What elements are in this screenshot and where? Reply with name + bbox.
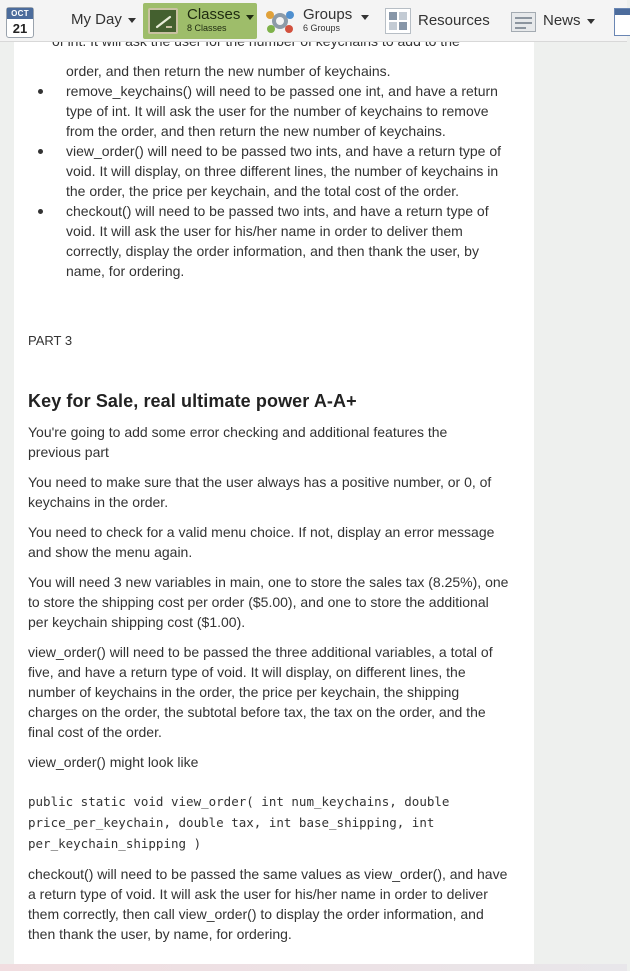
groups-icon	[263, 8, 297, 36]
bullet-line: checkout() will need to be passed two ints, and have a return type of	[66, 203, 489, 219]
paragraph-line: You need to make sure that the user always has a positive number, or 0, of	[28, 474, 492, 490]
paragraph-line: final cost of the order.	[28, 724, 162, 740]
classes-label: Classes	[187, 6, 241, 23]
assignment-content	[14, 42, 534, 964]
paragraph-line: them correctly, then call view_order() to display the order information, and	[28, 906, 484, 922]
calendar-month: OCT	[7, 8, 33, 19]
bullet-line: void. It will display, on three different lines, the number of keychains in	[66, 163, 499, 179]
classes-count: 8 Classes	[187, 23, 227, 33]
section-heading: Key for Sale, real ultimate power A-A+	[28, 391, 357, 411]
paragraph-line: and show the menu again.	[28, 544, 193, 560]
bullet-line: from the order, and then return the new number of keychains.	[66, 123, 446, 139]
bullet-line: correctly, display the order information, and then thank the user, by	[66, 243, 479, 259]
planner-icon[interactable]	[614, 8, 630, 36]
resources-label: Resources	[418, 12, 490, 29]
groups-menu[interactable]	[263, 3, 375, 39]
paragraph-line: You're going to add some error checking and additional features the	[28, 424, 448, 440]
news-menu[interactable]	[543, 12, 595, 29]
bullet-line: void. It will ask the user for his/her name in order to deliver them	[66, 223, 463, 239]
resources-link[interactable]	[418, 12, 490, 29]
my-day-menu[interactable]	[71, 11, 136, 28]
paragraph-line: to store the shipping cost per order ($5.00), and one to store the additional	[28, 594, 489, 610]
paragraph-line: five, and have a return type of void. It will display, on different lines, the	[28, 664, 466, 680]
bullet-line: view_order() will need to be passed two ints, and have a return type of	[66, 143, 502, 159]
code-line: public static void view_order( int num_keychains, double	[28, 794, 450, 809]
chevron-down-icon	[361, 15, 369, 20]
paragraph-line: checkout() will need to be passed the same values as view_order(), and have	[28, 866, 508, 882]
chevron-down-icon	[128, 18, 136, 23]
paragraph-line: a return type of void. It will ask the user for his/her name in order to deliver	[28, 886, 488, 902]
code-line: price_per_keychain, double tax, int base_shipping, int	[28, 815, 435, 830]
news-icon[interactable]	[511, 12, 536, 32]
paragraph-line: previous part	[28, 444, 109, 460]
my-day-label: My Day	[71, 11, 122, 28]
paragraph-line: You need to check for a valid menu choice. If not, display an error message	[28, 524, 495, 540]
bullet-dot	[38, 89, 43, 94]
chalkboard-icon	[148, 8, 178, 34]
footer-strip	[0, 964, 627, 971]
bullet-line: name, for ordering.	[66, 263, 185, 279]
paragraph-line: number of keychains in the order, the price per keychain, the shipping	[28, 684, 460, 700]
groups-label: Groups	[303, 6, 353, 23]
bullet-line: type of int. It will ask the user for the number of keychains to remove	[66, 103, 489, 119]
groups-count: 6 Groups	[303, 23, 341, 33]
bullet-dot	[38, 209, 43, 214]
top-navigation-bar	[0, 0, 627, 42]
paragraph-line: then thank the user, by name, for ordering.	[28, 926, 292, 942]
code-line: per_keychain_shipping )	[28, 836, 202, 851]
checkout-paragraph	[28, 864, 507, 944]
news-label: News	[543, 12, 581, 29]
part-label: PART 3	[28, 333, 73, 348]
classes-menu[interactable]	[143, 3, 257, 39]
resources-icon[interactable]	[385, 8, 411, 34]
bullet-dot	[38, 149, 43, 154]
paragraph-line: view_order() will need to be passed the three additional variables, a total of	[28, 644, 493, 660]
paragraph-line: charges on the order, the subtotal before tax, the tax on the order, and the	[28, 704, 486, 720]
paragraph-line: keychains in the order.	[28, 494, 169, 510]
code-block	[28, 791, 449, 854]
chevron-down-icon	[246, 15, 254, 20]
calendar-icon[interactable]	[6, 7, 34, 38]
paragraph-line: view_order() might look like	[28, 754, 199, 770]
bullet-line: remove_keychains() will need to be passed one int, and have a return	[66, 83, 498, 99]
bullet-line: order, and then return the new number of keychains.	[66, 63, 391, 79]
chevron-down-icon	[587, 19, 595, 24]
paragraph-line: You will need 3 new variables in main, one to store the sales tax (8.25%), one	[28, 574, 509, 590]
paragraph-line: per keychain shipping cost ($1.00).	[28, 614, 246, 630]
bullet-line: the order, the price per keychain, and the total cost of the order.	[66, 183, 460, 199]
calendar-day: 21	[12, 21, 28, 36]
